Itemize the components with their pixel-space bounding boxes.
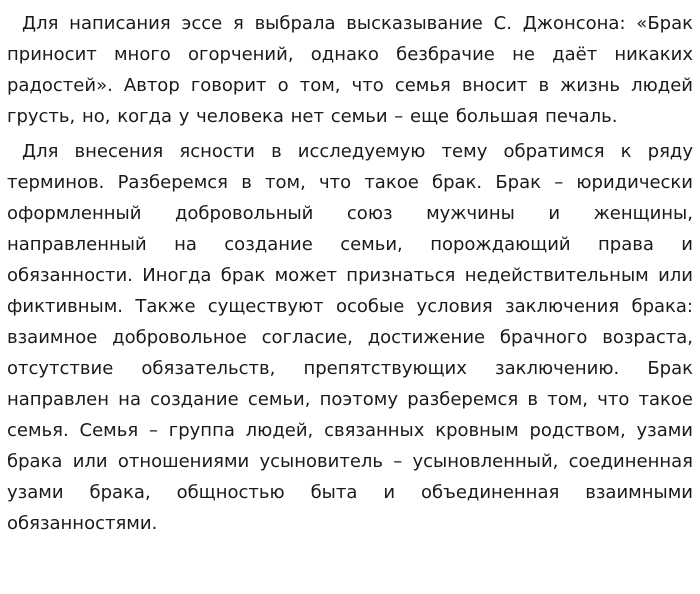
paragraph-intro: Для написания эссе я выбрала высказывание С. Джонсона: «Брак приносит много огорчений, однако безбрачие не даёт никаких радостей». Автор говорит о том, что семья вносит в жизнь людей грусть, но, когда у человека нет семьи – еще большая печаль.	[7, 13, 693, 127]
essay-text	[7, 8, 693, 543]
paragraph-definitions: Для внесения ясности в исследуемую тему обратимся к ряду терминов. Разберемся в том, что такое брак. Брак – юридически оформленный добровольный союз мужчины и женщины, направленный на создание семьи, порождающий права и обязанности. Иногда брак может признаться недействительным или фиктивным. Также существуют особые условия заключения брака: взаимное добровольное согласие, достижение брачного возраста, отсутствие обязательств, препятствующих заключению. Брак направлен на создание семьи, поэтому разберемся в том, что такое семья. Семья – группа людей, связанных кровным родством, узами брака или отношениями усыновитель – усыновленный, соединенная узами брака, общностью быта и объединенная взаимными обязанностями.	[7, 141, 693, 534]
